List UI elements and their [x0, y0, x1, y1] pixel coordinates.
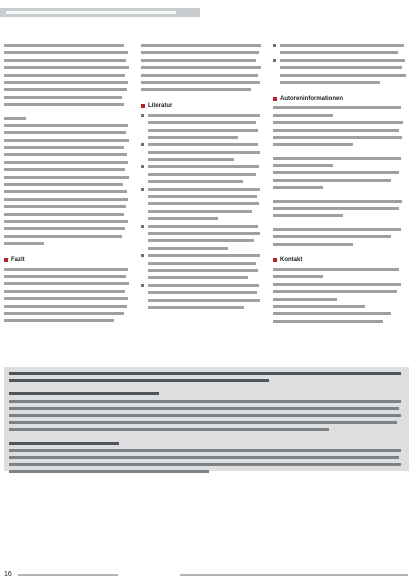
text-line-placeholder [4, 96, 122, 99]
text-line-placeholder [148, 254, 260, 257]
text-line-placeholder [273, 129, 399, 132]
text-line-placeholder [141, 81, 260, 84]
text-line-placeholder [9, 456, 399, 459]
text-line-placeholder [273, 157, 401, 160]
text-line-placeholder [280, 81, 380, 84]
affiliations-box [4, 367, 409, 471]
square-bullet-icon [141, 104, 145, 108]
text-line-placeholder [4, 74, 125, 77]
text-line-placeholder [148, 269, 258, 272]
text-line-placeholder [148, 165, 259, 168]
summary-heading-text: Fazit [11, 257, 25, 264]
references-heading-text: Literatur [148, 103, 173, 110]
square-bullet-icon [4, 258, 8, 262]
text-line-placeholder [9, 428, 329, 431]
text-line-placeholder [273, 320, 383, 323]
text-line-placeholder [9, 379, 269, 382]
text-line-placeholder [148, 291, 257, 294]
text-line-placeholder [4, 205, 126, 208]
text-line-placeholder [148, 195, 257, 198]
text-line-placeholder [273, 312, 391, 315]
text-line-placeholder [148, 284, 259, 287]
footer-line-placeholder [180, 574, 408, 576]
contact-heading [273, 256, 409, 265]
text-line-placeholder [273, 235, 391, 238]
text-line-placeholder [148, 151, 260, 154]
text-line-placeholder [148, 158, 234, 161]
text-line-placeholder [4, 190, 127, 193]
text-line-placeholder [273, 143, 353, 146]
text-line-placeholder [280, 44, 404, 47]
column-3 [273, 44, 409, 327]
text-line-placeholder [4, 168, 125, 171]
text-line-placeholder [280, 74, 406, 77]
text-line-placeholder [280, 51, 398, 54]
text-line-placeholder [4, 176, 129, 179]
text-line-placeholder [148, 210, 252, 213]
text-line-placeholder [9, 372, 401, 375]
text-line-placeholder [148, 143, 258, 146]
page-number: 16 [4, 571, 12, 578]
text-line-placeholder [4, 81, 128, 84]
text-line-placeholder [4, 290, 125, 293]
text-line-placeholder [273, 136, 402, 139]
text-line-placeholder [273, 290, 397, 293]
text-line-placeholder [273, 179, 391, 182]
text-line-placeholder [9, 442, 119, 445]
text-line-placeholder [273, 186, 323, 189]
reference-item [141, 254, 264, 279]
text-line-placeholder [273, 106, 401, 109]
text-line-placeholder [4, 235, 122, 238]
text-line-placeholder [273, 114, 333, 117]
text-line-placeholder [4, 51, 128, 54]
text-line-placeholder [4, 103, 124, 106]
contact-heading-text: Kontakt [280, 257, 303, 264]
text-line-placeholder [4, 220, 128, 223]
text-line-placeholder [4, 312, 124, 315]
text-line-placeholder [9, 400, 401, 403]
text-line-placeholder [4, 183, 123, 186]
text-line-placeholder [273, 243, 353, 246]
text-line-placeholder [4, 117, 26, 120]
text-line-placeholder [148, 239, 254, 242]
text-line-placeholder [273, 283, 401, 286]
text-line-placeholder [273, 228, 401, 231]
column-2 [141, 44, 264, 313]
square-bullet-icon [273, 97, 277, 101]
column-1 [4, 44, 132, 327]
text-line-placeholder [141, 51, 259, 54]
reference-item [141, 165, 264, 183]
running-header-band [0, 8, 200, 17]
text-line-placeholder [9, 392, 159, 395]
text-line-placeholder [148, 202, 259, 205]
text-line-placeholder [4, 44, 124, 47]
text-line-placeholder [9, 470, 209, 473]
text-line-placeholder [4, 124, 128, 127]
list-marker-icon [141, 225, 144, 228]
text-line-placeholder [273, 164, 333, 167]
text-line-placeholder [148, 180, 243, 183]
text-line-placeholder [148, 306, 244, 309]
text-line-placeholder [4, 213, 124, 216]
text-line-placeholder [148, 136, 238, 139]
text-line-placeholder [4, 131, 126, 134]
reference-item [141, 188, 264, 221]
text-line-placeholder [148, 276, 248, 279]
author-info-heading [273, 94, 409, 103]
text-line-placeholder [4, 305, 127, 308]
text-line-placeholder [4, 153, 127, 156]
text-line-placeholder [273, 275, 323, 278]
text-line-placeholder [4, 275, 126, 278]
reference-item [273, 44, 409, 54]
list-marker-icon [141, 284, 144, 287]
text-line-placeholder [280, 66, 402, 69]
text-line-placeholder [4, 139, 129, 142]
list-marker-icon [141, 188, 144, 191]
square-bullet-icon [273, 258, 277, 262]
text-line-placeholder [273, 171, 399, 174]
list-marker-icon [273, 44, 276, 47]
text-line-placeholder [4, 297, 128, 300]
author-info-heading-text: Autoreninformationen [280, 95, 343, 102]
text-line-placeholder [148, 232, 260, 235]
list-marker-icon [141, 143, 144, 146]
text-line-placeholder [148, 217, 218, 220]
text-line-placeholder [9, 407, 399, 410]
text-line-placeholder [4, 59, 126, 62]
reference-item [141, 225, 264, 250]
text-line-placeholder [148, 225, 258, 228]
text-line-placeholder [141, 88, 251, 91]
text-line-placeholder [4, 282, 129, 285]
reference-item [141, 114, 264, 139]
text-line-placeholder [4, 66, 129, 69]
reference-item [141, 143, 264, 161]
text-line-placeholder [273, 305, 365, 308]
list-marker-icon [141, 165, 144, 168]
text-line-placeholder [4, 319, 114, 322]
text-line-placeholder [4, 146, 124, 149]
text-line-placeholder [273, 200, 402, 203]
text-line-placeholder [141, 66, 261, 69]
text-line-placeholder [141, 74, 258, 77]
text-line-placeholder [148, 188, 260, 191]
text-line-placeholder [148, 129, 258, 132]
text-line-placeholder [9, 463, 401, 466]
footer-line-placeholder [18, 574, 118, 576]
list-marker-icon [141, 254, 144, 257]
text-line-placeholder [4, 242, 44, 245]
text-line-placeholder [9, 414, 401, 417]
running-header-placeholder [6, 11, 176, 14]
text-line-placeholder [148, 173, 256, 176]
list-marker-icon [273, 59, 276, 62]
text-line-placeholder [9, 421, 397, 424]
text-line-placeholder [9, 449, 401, 452]
text-line-placeholder [280, 59, 405, 62]
summary-heading [4, 256, 132, 265]
text-line-placeholder [4, 88, 127, 91]
text-line-placeholder [141, 44, 261, 47]
text-line-placeholder [273, 298, 337, 301]
reference-item [141, 284, 264, 309]
text-line-placeholder [4, 198, 128, 201]
list-marker-icon [141, 114, 144, 117]
text-line-placeholder [273, 121, 403, 124]
text-line-placeholder [148, 114, 260, 117]
reference-item [273, 59, 409, 84]
text-line-placeholder [273, 268, 399, 271]
text-line-placeholder [273, 214, 343, 217]
text-line-placeholder [148, 247, 228, 250]
text-line-placeholder [273, 207, 399, 210]
text-line-placeholder [148, 262, 256, 265]
text-line-placeholder [141, 59, 256, 62]
text-line-placeholder [4, 161, 128, 164]
text-line-placeholder [148, 121, 256, 124]
references-heading [141, 102, 264, 111]
text-line-placeholder [4, 227, 125, 230]
text-line-placeholder [148, 299, 260, 302]
text-line-placeholder [4, 268, 128, 271]
page-footer [0, 570, 413, 582]
